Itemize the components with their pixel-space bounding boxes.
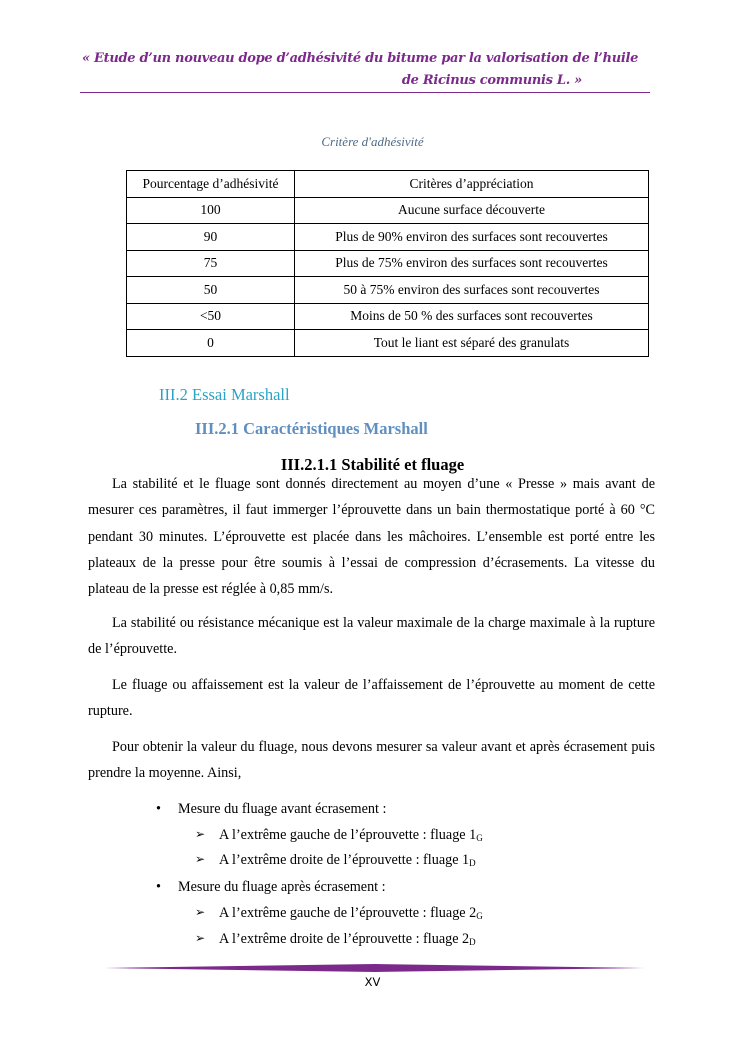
table-row xyxy=(127,277,649,304)
paragraph-creep-measurement: Pour obtenir la valeur du fluage, nous devons mesurer sa valeur avant et après écrasement puis prendre la moyenne. Ainsi, xyxy=(88,739,655,782)
arrow-bullet-icon: ➢ xyxy=(195,827,206,841)
arrow-bullet-icon: ➢ xyxy=(195,905,206,919)
header-line-1: « Etude d’un nouveau dope d’adhésivité du bitume par la valorisation de l’huile xyxy=(82,51,639,66)
percentage-cell: 50 xyxy=(127,277,295,304)
paragraph-stability-intro: La stabilité et le fluage sont donnés directement au moyen d’une « Presse » mais avant de mesurer ces paramètres, il faut immerger l’éprouvette dans un bain thermostatique porté à 60 °C pendant 30 minutes. L’éprouvette est placée dans les mâchoires. L’ensemble est porté entre les plateaux de la presse pour être soumis à l’essai de compression d’écrasements. La vitesse du plateau de la presse est réglée à 0,85 mm/s. xyxy=(88,476,655,598)
section-heading-marshall: III.2 Essai Marshall xyxy=(159,385,290,404)
bullet-icon: • xyxy=(156,801,161,817)
table-row xyxy=(127,224,649,251)
percentage-cell: 100 xyxy=(127,197,295,224)
paragraph-creep-definition: Le fluage ou affaissement est la valeur de l’affaissement de l’éprouvette au moment de cette rupture. xyxy=(88,677,655,720)
paragraph-stability-definition: La stabilité ou résistance mécanique est la valeur maximale de la charge maximale à la rupture de l’éprouvette. xyxy=(88,615,655,658)
percentage-cell: <50 xyxy=(127,303,295,330)
header-divider xyxy=(80,92,650,93)
subsection-heading-characteristics: III.2.1 Caractéristiques Marshall xyxy=(195,419,428,438)
table-row xyxy=(127,250,649,277)
criteria-cell: Moins de 50 % des surfaces sont recouvertes xyxy=(295,303,649,330)
criteria-cell: Plus de 75% environ des surfaces sont recouvertes xyxy=(295,250,649,277)
list-item-label: Mesure du fluage après écrasement : xyxy=(178,879,386,895)
criteria-cell: Aucune surface découverte xyxy=(295,197,649,224)
criteria-cell: Plus de 90% environ des surfaces sont recouvertes xyxy=(295,224,649,251)
list-item-label: Mesure du fluage avant écrasement : xyxy=(178,801,387,817)
arrow-bullet-icon: ➢ xyxy=(195,931,206,945)
criteria-cell: Tout le liant est séparé des granulats xyxy=(295,330,649,357)
table-header-row xyxy=(127,171,649,198)
sub-list-item-text: A l’extrême droite de l’éprouvette : fluage $1_D$ xyxy=(219,852,476,868)
column-header-percentage: Pourcentage d’adhésivité xyxy=(127,171,295,198)
column-header-criteria: Critères d’appréciation xyxy=(295,171,649,198)
bullet-icon: • xyxy=(156,879,161,895)
adhesivity-criteria-table xyxy=(126,170,649,357)
page-number: XV xyxy=(364,975,381,989)
table-row xyxy=(127,303,649,330)
criteria-cell: 50 à 75% environ des surfaces sont recouvertes xyxy=(295,277,649,304)
footer-divider xyxy=(105,964,645,972)
header-line-2: de Ricinus communis L. » xyxy=(401,73,582,88)
table-row xyxy=(127,330,649,357)
table-row xyxy=(127,197,649,224)
sub-list-item-text: A l’extrême droite de l’éprouvette : fluage $2_D$ xyxy=(219,931,476,947)
sub-list-item-text: A l’extrême gauche de l’éprouvette : fluage $2_G$ xyxy=(219,905,483,921)
table-caption: Critère d'adhésivité xyxy=(321,134,424,149)
percentage-cell: 0 xyxy=(127,330,295,357)
percentage-cell: 90 xyxy=(127,224,295,251)
sub-list-item-text: A l’extrême gauche de l’éprouvette : fluage $1_G$ xyxy=(219,827,483,843)
document-header xyxy=(82,48,639,92)
percentage-cell: 75 xyxy=(127,250,295,277)
subsubsection-heading-stability: III.2.1.1 Stabilité et fluage xyxy=(280,455,465,474)
arrow-bullet-icon: ➢ xyxy=(195,852,206,866)
